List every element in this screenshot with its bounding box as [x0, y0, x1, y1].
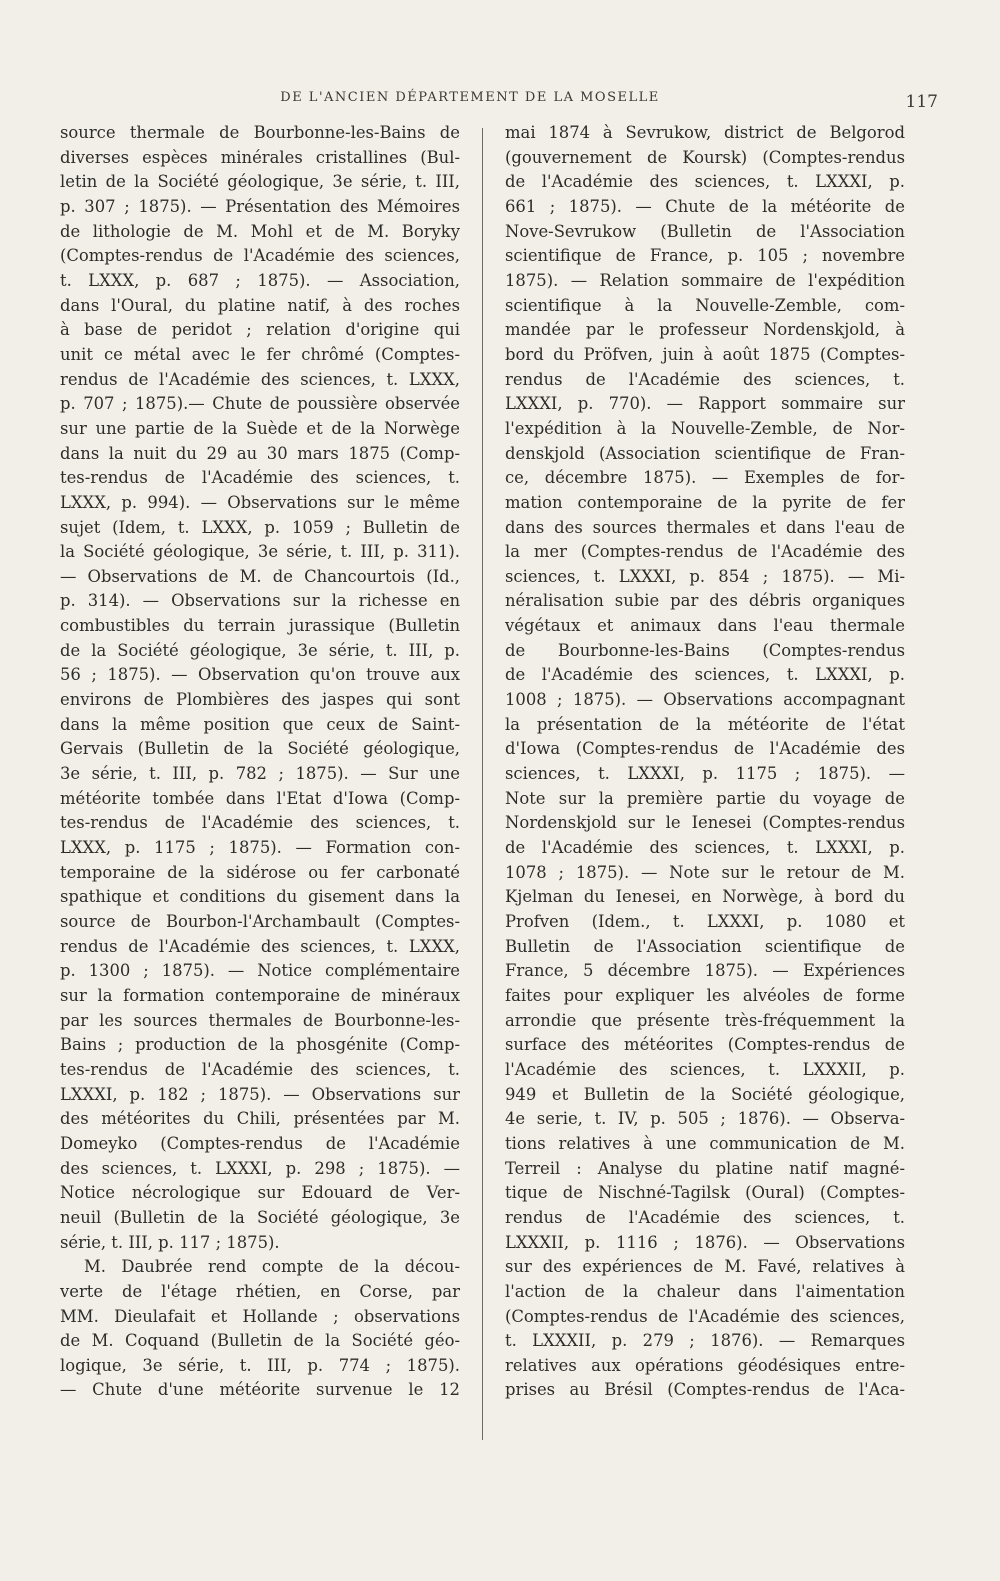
text-line: tes-rendus de l'Académie des sciences, t. [60, 813, 460, 833]
text-line: 1078 ; 1875). — Note sur le retour de M. [505, 862, 905, 882]
text-line: t. LXXX, p. 687 ; 1875). — Association, [60, 270, 460, 290]
text-line: Bulletin de l'Association scientifique de [505, 936, 905, 956]
text-line: LXXXI, p. 770). — Rapport sommaire sur [505, 394, 905, 414]
text-line: l'action de la chaleur dans l'aimentation [505, 1281, 905, 1301]
text-line: spathique et conditions du gisement dans la [60, 887, 460, 907]
text-line: Note sur la première partie du voyage de [505, 788, 905, 808]
text-line: p. 1300 ; 1875). — Notice complémentaire [60, 961, 460, 981]
text-line: letin de la Société géologique, 3e série, t. III, [60, 172, 460, 192]
text-line: tique de Nischné-Tagilsk (Oural) (Comptes- [505, 1183, 905, 1203]
text-line: Nove-Sevrukow (Bulletin de l'Association [505, 221, 905, 241]
text-line: source de Bourbon-l'Archambault (Comptes- [60, 912, 460, 931]
text-line: tions relatives à une communication de M. [505, 1133, 905, 1153]
text-line: neuil (Bulletin de la Société géologique, 3e [60, 1207, 460, 1227]
text-line: logique, 3e série, t. III, p. 774 ; 1875). [60, 1355, 460, 1375]
text-line: — Chute d'une météorite survenue le 12 [60, 1380, 460, 1400]
text-line: (Comptes-rendus de l'Académie des sciences, [60, 246, 460, 266]
text-line: l'expédition à la Nouvelle-Zemble, de Nor- [505, 418, 905, 438]
text-line: sciences, t. LXXXI, p. 854 ; 1875). — Mi- [505, 566, 905, 586]
text-line: Kjelman du Ienesei, en Norwège, à bord du [505, 887, 905, 907]
text-line: des sciences, t. LXXXI, p. 298 ; 1875). — [60, 1158, 460, 1178]
text-line: LXXXII, p. 1116 ; 1876). — Observations [505, 1232, 905, 1252]
text-line: l'Académie des sciences, t. LXXXII, p. [505, 1059, 905, 1079]
text-line: sujet (Idem, t. LXXX, p. 1059 ; Bulletin de [60, 517, 460, 537]
text-line: 4e serie, t. IV, p. 505 ; 1876). — Observa- [505, 1109, 905, 1129]
text-line: verte de l'étage rhétien, en Corse, par [60, 1281, 460, 1301]
text-line: — Observations de M. de Chancourtois (Id., [60, 566, 460, 586]
text-line: mai 1874 à Sevrukow, district de Belgorod [505, 123, 905, 142]
text-line: scientifique à la Nouvelle-Zemble, com- [505, 295, 905, 315]
text-line: diverses espèces minérales cristallines (Bul- [60, 147, 460, 167]
text-line: sur la formation contemporaine de minéraux [60, 985, 460, 1005]
text-line: (Comptes-rendus de l'Académie des sciences, [505, 1306, 905, 1326]
text-line: 1008 ; 1875). — Observations accompagnant [505, 690, 905, 710]
text-line: p. 707 ; 1875).— Chute de poussière observée [60, 394, 460, 414]
text-line: rendus de l'Académie des sciences, t. LXXX, [60, 936, 460, 956]
text-line: 1875). — Relation sommaire de l'expédition [505, 270, 905, 290]
text-line: combustibles du terrain jurassique (Bulletin [60, 616, 460, 636]
text-line: de l'Académie des sciences, t. LXXXI, p. [505, 838, 905, 858]
text-line: arrondie que présente très-fréquemment la [505, 1010, 905, 1030]
text-line: Terreil : Analyse du platine natif magné- [505, 1158, 905, 1178]
column-divider [482, 128, 483, 1440]
text-line: par les sources thermales de Bourbonne-les- [60, 1010, 460, 1030]
text-line: ce, décembre 1875). — Exemples de for- [505, 468, 905, 488]
text-line: dans l'Oural, du platine natif, à des roches [60, 295, 460, 315]
text-line: sur des expériences de M. Favé, relatives à [505, 1257, 905, 1277]
text-line: LXXX, p. 1175 ; 1875). — Formation con- [60, 838, 460, 858]
text-line: 56 ; 1875). — Observation qu'on trouve aux [60, 665, 460, 685]
text-line: rendus de l'Académie des sciences, t. [505, 369, 905, 389]
text-line: environs de Plombières des jaspes qui sont [60, 690, 460, 710]
text-line: tes-rendus de l'Académie des sciences, t. [60, 1059, 460, 1079]
text-line: MM. Dieulafait et Hollande ; observations [60, 1306, 460, 1326]
text-line: série, t. III, p. 117 ; 1875). [60, 1232, 280, 1252]
text-line: p. 314). — Observations sur la richesse en [60, 591, 460, 611]
text-line: source thermale de Bourbonne-les-Bains de [60, 123, 460, 142]
text-line: des météorites du Chili, présentées par M. [60, 1109, 460, 1129]
text-line: unit ce métal avec le fer chrômé (Comptes- [60, 344, 460, 364]
running-header: DE L'ANCIEN DÉPARTEMENT DE LA MOSELLE [280, 90, 660, 105]
text-line: mandée par le professeur Nordenskjold, à [505, 320, 905, 340]
text-line: 3e série, t. III, p. 782 ; 1875). — Sur une [60, 764, 460, 784]
text-line: scientifique de France, p. 105 ; novembre [505, 246, 905, 266]
text-line: p. 307 ; 1875). — Présentation des Mémoires [60, 196, 460, 216]
text-line: sciences, t. LXXXI, p. 1175 ; 1875). — [505, 764, 905, 784]
text-line: t. LXXXII, p. 279 ; 1876). — Remarques [505, 1331, 905, 1351]
text-line: denskjold (Association scientifique de Fran- [505, 443, 905, 463]
text-line: de la Société géologique, 3e série, t. III, p. [60, 640, 460, 660]
text-line: rendus de l'Académie des sciences, t. LXXX, [60, 369, 460, 389]
text-line: LXXXI, p. 182 ; 1875). — Observations sur [60, 1084, 460, 1104]
text-line: végétaux et animaux dans l'eau thermale [505, 616, 905, 636]
text-line: Notice nécrologique sur Edouard de Ver- [60, 1183, 460, 1203]
text-line: mation contemporaine de la pyrite de fer [505, 492, 905, 512]
text-line: 949 et Bulletin de la Société géologique, [505, 1084, 905, 1104]
text-line: France, 5 décembre 1875). — Expériences [505, 961, 905, 981]
text-line: rendus de l'Académie des sciences, t. [505, 1207, 905, 1227]
text-line: d'Iowa (Comptes-rendus de l'Académie des [505, 739, 905, 759]
text-line: (gouvernement de Koursk) (Comptes-rendus [505, 147, 905, 167]
text-line: LXXX, p. 994). — Observations sur le même [60, 492, 460, 512]
text-line: de Bourbonne-les-Bains (Comptes-rendus [505, 640, 905, 660]
text-line: de M. Coquand (Bulletin de la Société géo- [60, 1331, 460, 1351]
text-line: néralisation subie par des débris organiques [505, 591, 905, 611]
text-line: à base de peridot ; relation d'origine qui [60, 320, 460, 340]
text-line: dans la nuit du 29 au 30 mars 1875 (Comp- [60, 443, 460, 463]
text-line: Gervais (Bulletin de la Société géologique, [60, 739, 460, 759]
text-line: temporaine de la sidérose ou fer carbonaté [60, 862, 460, 882]
text-line: Bains ; production de la phosgénite (Comp- [60, 1035, 460, 1055]
text-line: bord du Pröfven, juin à août 1875 (Comptes- [505, 344, 905, 364]
text-line: M. Daubrée rend compte de la décou- [84, 1257, 460, 1277]
text-line: prises au Brésil (Comptes-rendus de l'Aca- [505, 1380, 905, 1400]
text-line: la présentation de la météorite de l'état [505, 714, 905, 734]
text-line: de l'Académie des sciences, t. LXXXI, p. [505, 172, 905, 192]
text-line: de lithologie de M. Mohl et de M. Boryky [60, 221, 460, 241]
text-line: la mer (Comptes-rendus de l'Académie des [505, 542, 905, 562]
text-line: relatives aux opérations géodésiques entre- [505, 1355, 905, 1375]
text-line: surface des météorites (Comptes-rendus de [505, 1035, 905, 1055]
text-line: dans la même position que ceux de Saint- [60, 714, 460, 734]
text-line: Domeyko (Comptes-rendus de l'Académie [60, 1133, 460, 1153]
text-line: sur une partie de la Suède et de la Norwège [60, 418, 460, 438]
text-line: de l'Académie des sciences, t. LXXXI, p. [505, 665, 905, 685]
page-number: 117 [905, 92, 938, 112]
text-line: tes-rendus de l'Académie des sciences, t. [60, 468, 460, 488]
text-line: Profven (Idem., t. LXXXI, p. 1080 et [505, 912, 905, 931]
right-column [505, 121, 905, 1403]
text-line: 661 ; 1875). — Chute de la météorite de [505, 196, 905, 216]
text-line: météorite tombée dans l'Etat d'Iowa (Comp- [60, 788, 460, 808]
text-line: Nordenskjold sur le Ienesei (Comptes-rendus [505, 813, 905, 833]
text-line: dans des sources thermales et dans l'eau de [505, 517, 905, 537]
text-line: la Société géologique, 3e série, t. III, p. 311). [60, 542, 460, 562]
left-column [60, 121, 460, 1403]
text-line: faites pour expliquer les alvéoles de forme [505, 985, 905, 1005]
